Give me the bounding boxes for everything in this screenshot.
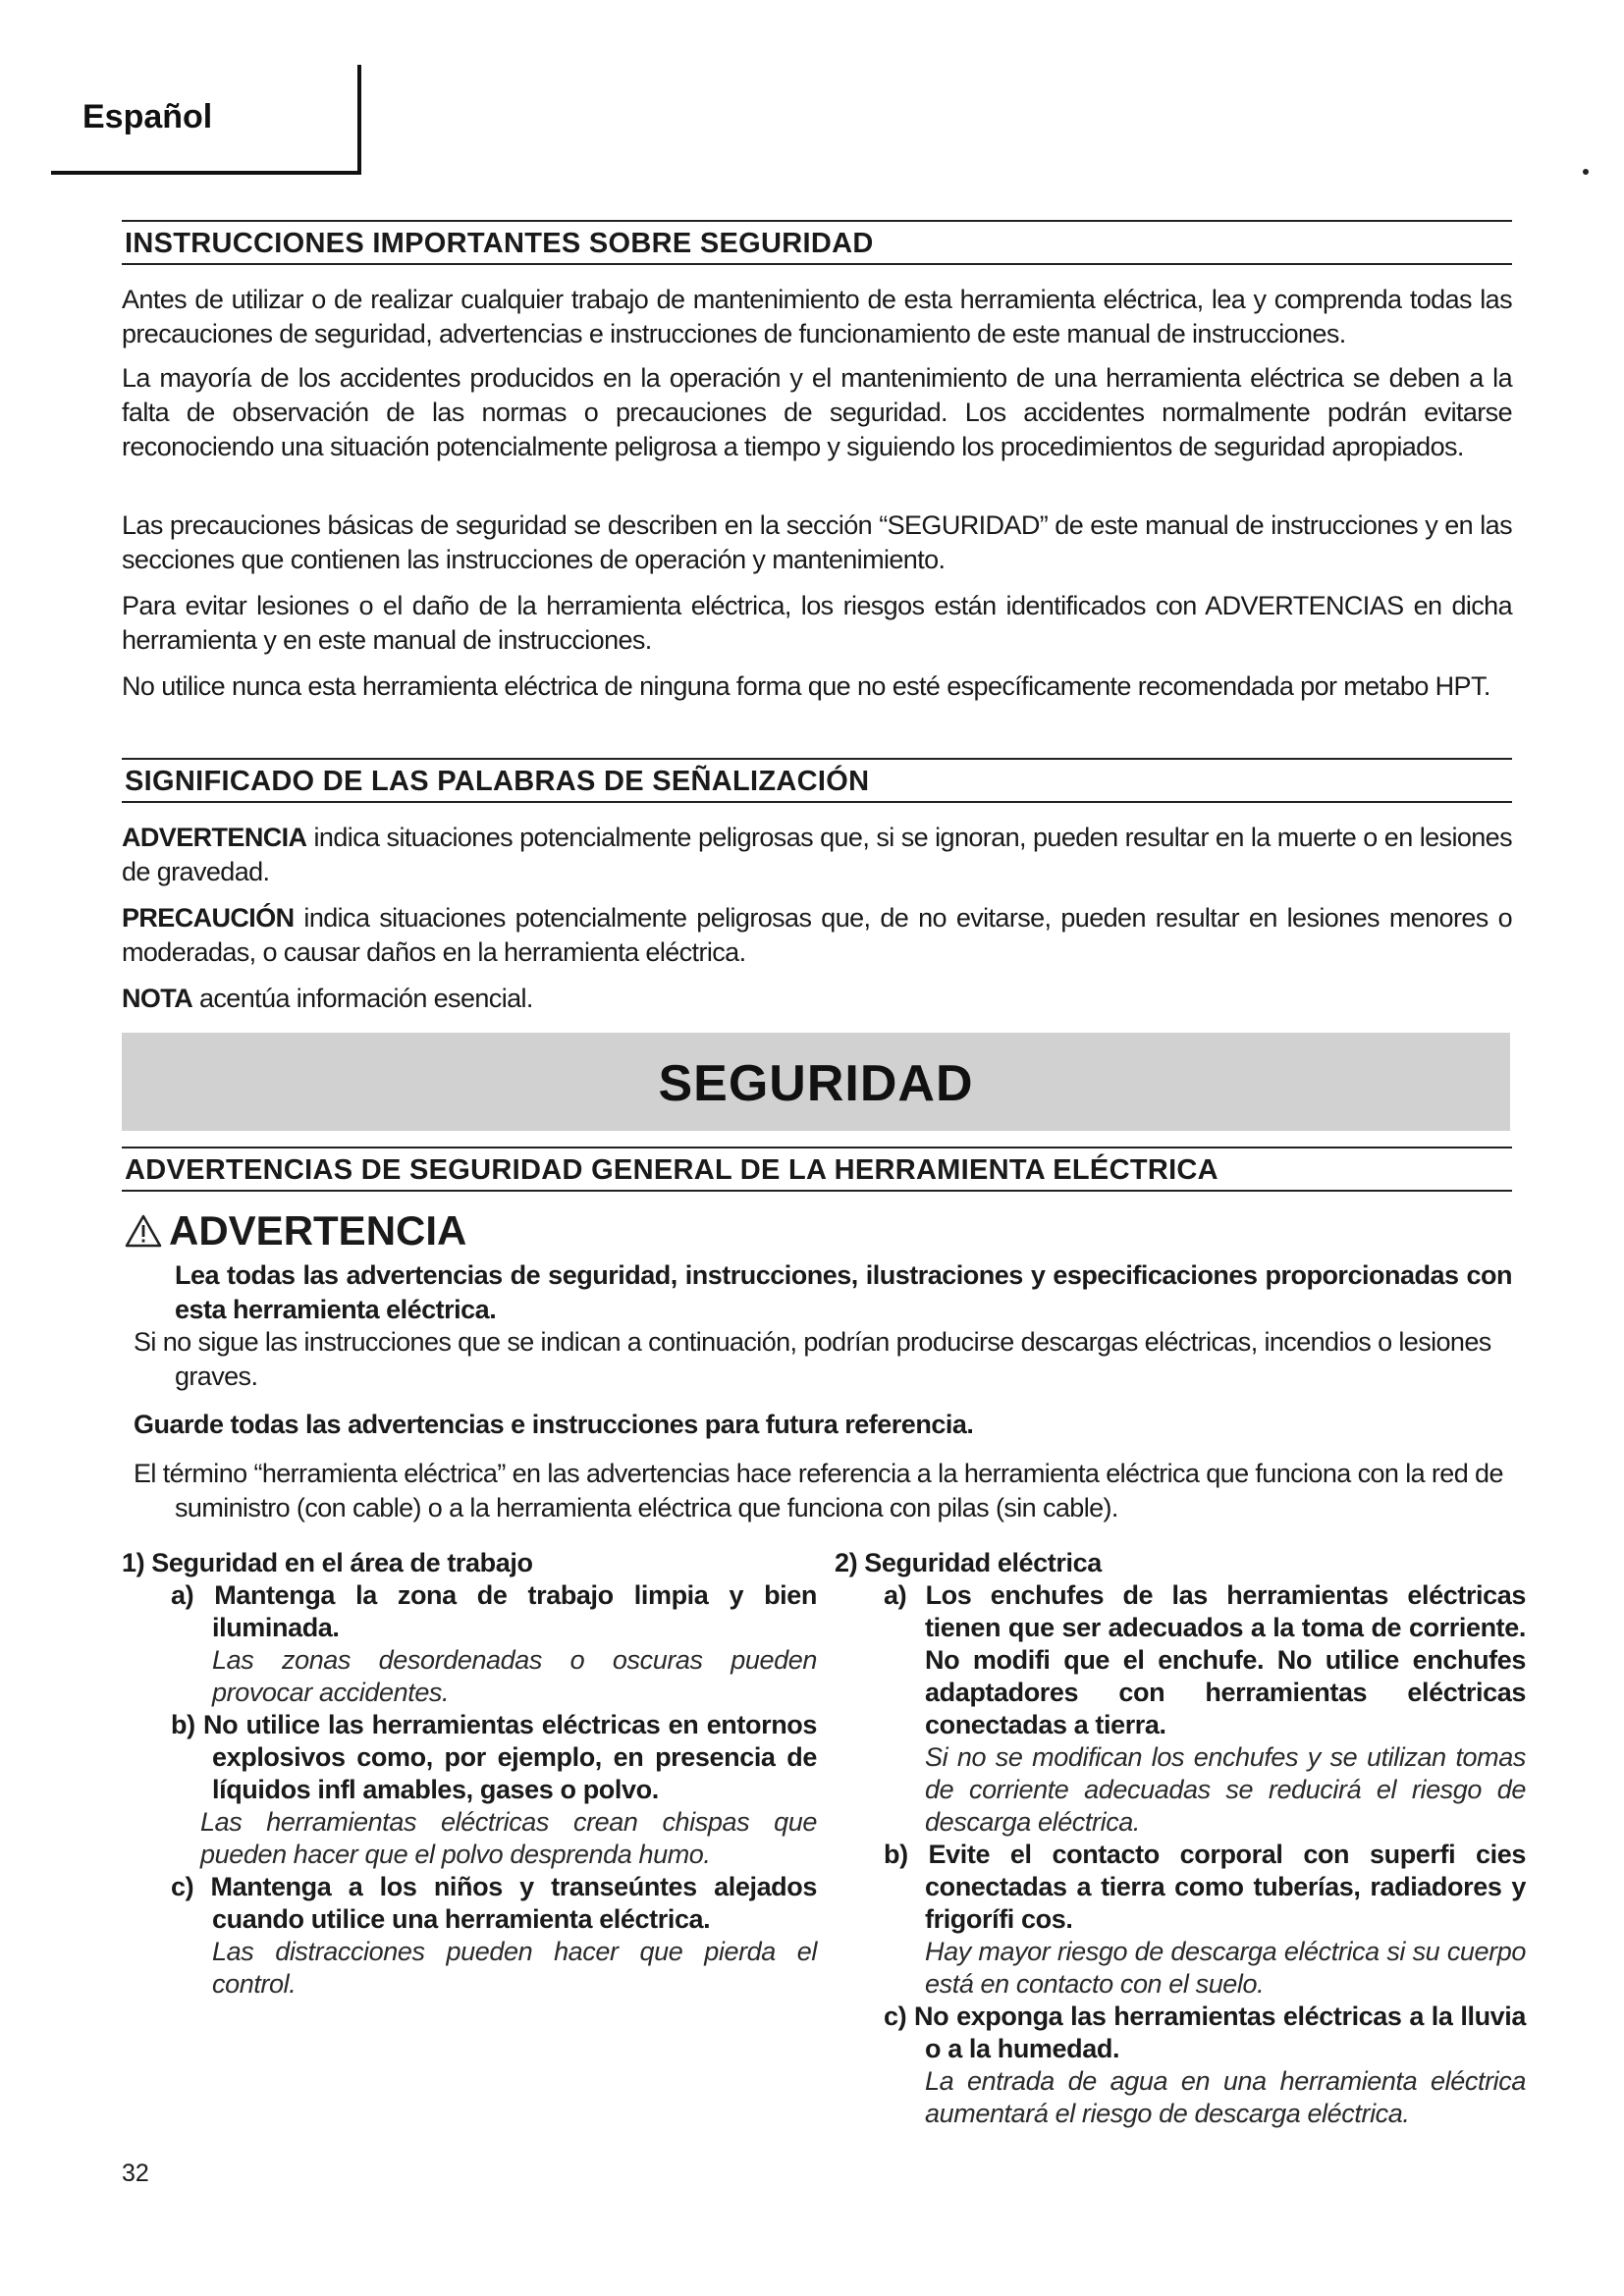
page-number: 32 <box>122 2160 149 2187</box>
intro-paragraph-4: Para evitar lesiones o el daño de la herramienta eléctrica, los riesgos están identificados con ADVERTENCIAS en dicha herramienta y en este manual de instrucciones. <box>122 591 1512 655</box>
signal-caution-definition <box>122 901 1512 970</box>
warning-title-text: ADVERTENCIA <box>169 1207 467 1254</box>
electrical-item-b: b) Evite el contacto corporal con superfi cies conectadas a tierra como tuberías, radiadores y frigorífi cos. <box>884 1840 1526 1934</box>
caution-definition-text: indica situaciones potencialmente peligrosas que, de no evitarse, pueden resultar en lesiones menores o moderadas, o causar daños en la herramienta eléctrica. <box>122 903 1512 967</box>
electrical-item-a-text: Si no se modifican los enchufes y se utilizan tomas de corriente adecuadas se reducirá el riesgo de descarga eléctrica. <box>925 1742 1526 1837</box>
consequences-text: Si no sigue las instrucciones que se indican a continuación, podrían producirse descargas eléctricas, incendios o lesiones graves. <box>134 1327 1491 1391</box>
signal-warning-definition <box>122 821 1512 889</box>
signal-note-definition <box>122 982 1512 1016</box>
electrical-safety-column <box>835 1547 1526 2130</box>
safety-banner <box>122 1033 1510 1131</box>
work-area-item-b: b) No utilice las herramientas eléctricas en entornos explosivos como, por ejemplo, en presencia de líquidos infl amables, gases o polvo. <box>171 1710 817 1804</box>
warning-triangle-icon <box>124 1207 169 1254</box>
work-area-safety-column <box>122 1547 817 2001</box>
safety-banner-title: SEGURIDAD <box>658 1055 974 1112</box>
work-area-item-b-text: Las herramientas eléctricas crean chispas que pueden hacer que el polvo desprenda humo. <box>200 1807 817 1869</box>
electrical-item-a: a) Los enchufes de las herramientas eléctricas tienen que ser adecuados a la toma de corriente. No modifi que el enchufe. No utilice enchufes adaptadores con herramientas eléctricas conectadas a tierra. <box>884 1580 1526 1739</box>
work-area-item-a-text: Las zonas desordenadas o oscuras pueden provocar accidentes. <box>212 1645 817 1707</box>
warning-term: ADVERTENCIA <box>122 823 307 852</box>
intro-paragraph-5: No utilice nunca esta herramienta eléctrica de ninguna forma que no esté específicamente recomendada por metabo HPT. <box>122 671 1490 701</box>
keep-instructions-text: Guarde todas las advertencias e instrucciones para futura referencia. <box>134 1410 974 1439</box>
intro-paragraph-3: Las precauciones básicas de seguridad se describen en la sección “SEGURIDAD” de este manual de instrucciones y en las secciones que contienen las instrucciones de operación y mantenimiento. <box>122 510 1512 574</box>
work-area-item-a: a) Mantenga la zona de trabajo limpia y bien iluminada. <box>171 1580 817 1642</box>
corner-dot <box>1583 169 1589 175</box>
electrical-item-b-text: Hay mayor riesgo de descarga eléctrica si su cuerpo está en contacto con el suelo. <box>925 1937 1526 1999</box>
electrical-heading: 2) Seguridad eléctrica <box>835 1548 1102 1577</box>
power-tool-term-text: El término “herramienta eléctrica” en las advertencias hace referencia a la herramienta eléctrica que funciona con la red de suministro (con cable) o a la herramienta eléctrica que funciona con pilas (sin cable). <box>134 1459 1503 1522</box>
read-all-warnings: Lea todas las advertencias de seguridad, instrucciones, ilustraciones y especificaciones proporcionadas con esta herramienta eléctrica. <box>175 1260 1512 1324</box>
section-heading-signal-words: SIGNIFICADO DE LAS PALABRAS DE SEÑALIZACIÓN <box>122 758 1512 803</box>
caution-term: PRECAUCIÓN <box>122 903 295 933</box>
electrical-item-c: c) No exponga las herramientas eléctricas a la lluvia o a la humedad. <box>884 2002 1526 2063</box>
work-area-item-c: c) Mantenga a los niños y transeúntes alejados cuando utilice una herramienta eléctrica. <box>171 1872 817 1934</box>
section-heading-general-warnings: ADVERTENCIAS DE SEGURIDAD GENERAL DE LA HERRAMIENTA ELÉCTRICA <box>122 1147 1512 1192</box>
intro-paragraph-2: La mayoría de los accidentes producidos en la operación y el mantenimiento de una herramienta eléctrica se deben a la falta de observación de las normas o precauciones de seguridad. Los accidentes normalmente podrán evitarse reconociendo una situación potencialmente peligrosa a tiempo y siguiendo los procedimientos de seguridad apropiados. <box>122 363 1512 461</box>
work-area-heading: 1) Seguridad en el área de trabajo <box>122 1548 533 1577</box>
section-heading-important-instructions: INSTRUCCIONES IMPORTANTES SOBRE SEGURIDAD <box>122 220 1512 265</box>
note-definition-text: acentúa información esencial. <box>192 984 533 1013</box>
language-label: Español <box>82 98 213 135</box>
note-term: NOTA <box>122 984 193 1013</box>
warning-title <box>124 1207 466 1255</box>
warning-definition-text: indica situaciones potencialmente peligrosas que, si se ignoran, pueden resultar en la muerte o en lesiones de gravedad. <box>122 823 1512 886</box>
work-area-item-c-text: Las distracciones pueden hacer que pierda el control. <box>212 1937 817 1999</box>
intro-paragraph-1: Antes de utilizar o de realizar cualquier trabajo de mantenimiento de esta herramienta eléctrica, lea y comprenda todas las precauciones de seguridad, advertencias e instrucciones de funcionamiento de este manual de instrucciones. <box>122 285 1512 348</box>
electrical-item-c-text: La entrada de agua en una herramienta eléctrica aumentará el riesgo de descarga eléctrica. <box>925 2066 1526 2128</box>
